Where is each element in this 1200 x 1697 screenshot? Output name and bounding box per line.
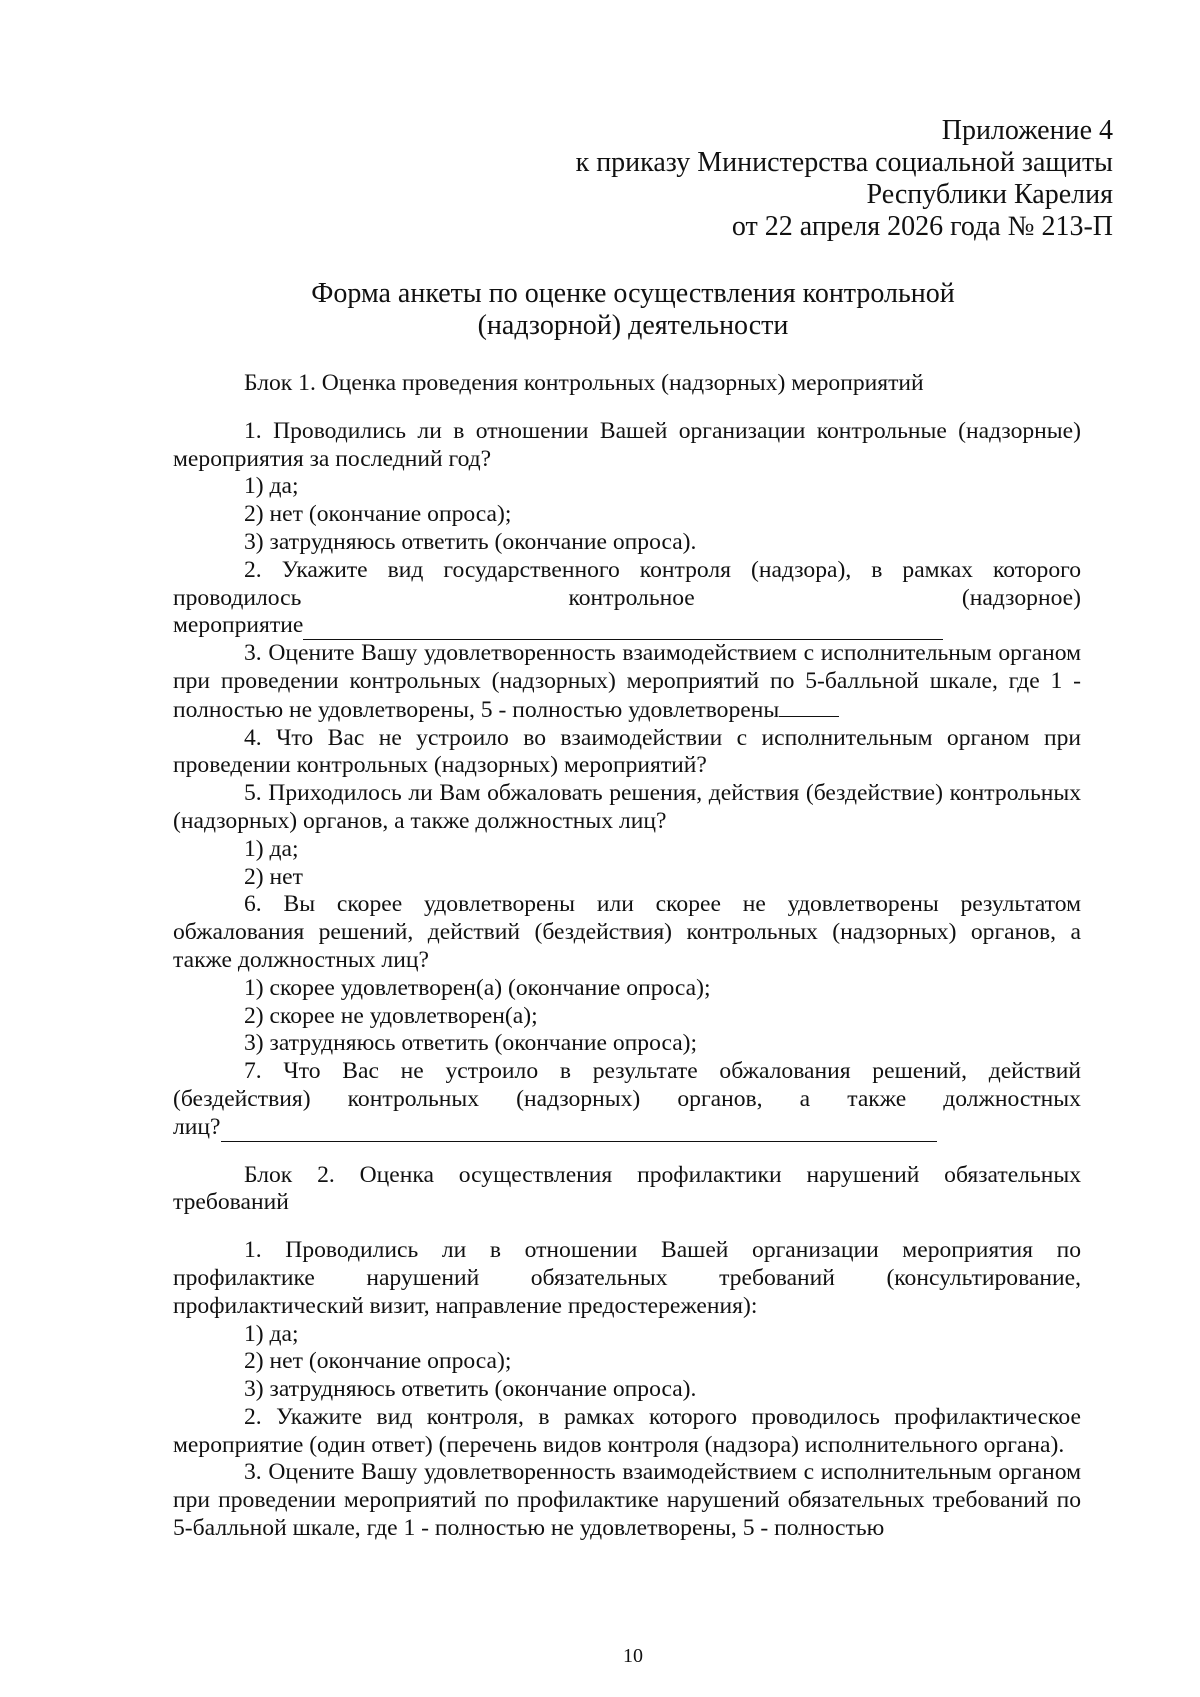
answer-option: 3) затрудняюсь ответить (окончание опроса).	[244, 528, 697, 555]
form-title: Форма анкеты по оценке осуществления контрольной (надзорной) деятельности	[311, 278, 955, 341]
answer-line[interactable]	[303, 618, 943, 640]
order-reference: к приказу Министерства социальной защиты	[575, 147, 1113, 178]
block1-question-5: 5. Приходилось ли Вам обжаловать решения, действия (бездействие) контрольных (надзорных) органов, а также должностных лиц?	[173, 780, 1081, 834]
block1-question-1: 1. Проводились ли в отношении Вашей организации контрольные (надзорные) мероприятия за последний год?	[173, 417, 1081, 472]
block2-question-3: 3. Оцените Вашу удовлетворенность взаимодействием с исполнительным органом при проведении мероприятий по профилактике нарушений обязательных требований по 5-балльной шкале, где 1 - полностью не удовлетворены, 5 - полностью	[173, 1459, 1081, 1542]
block1-heading: Блок 1. Оценка проведения контрольных (надзорных) мероприятий	[244, 370, 924, 396]
answer-option: 2) нет (окончание опроса);	[244, 501, 512, 528]
region-name: Республики Карелия	[866, 179, 1113, 210]
document-body	[173, 370, 1081, 1543]
block2-heading: Блок 2. Оценка осуществления профилактики нарушений обязательных требований	[173, 1161, 1081, 1216]
answer-option: 1) да;	[244, 1320, 299, 1347]
answer-option: 1) да;	[244, 473, 299, 500]
page-number: 10	[623, 1645, 643, 1667]
block1-question-6: 6. Вы скорее удовлетворены или скорее не удовлетворены результатом обжалования решений, действий (бездействия) контрольных (надзорных) органов, а также должностных лиц?	[173, 891, 1081, 973]
block1-question-7: 7. Что Вас не устроило в результате обжалования решений, действий (бездействия) контрольных (надзорных) органов, а также должностных лиц?	[173, 1058, 1081, 1140]
answer-option: 2) скорее не удовлетворен(а);	[244, 1002, 538, 1029]
answer-option: 3) затрудняюсь ответить (окончание опроса);	[244, 1030, 698, 1057]
answer-option: 2) нет (окончание опроса);	[244, 1348, 512, 1375]
answer-option: 3) затрудняюсь ответить (окончание опроса).	[244, 1376, 697, 1403]
answer-line[interactable]	[221, 1120, 937, 1142]
appendix-header	[576, 115, 1113, 243]
appendix-number: Приложение 4	[941, 115, 1113, 146]
block1-question-3: 3. Оцените Вашу удовлетворенность взаимодействием с исполнительным органом при проведении контрольных (надзорных) мероприятий по 5-балльной шкале, где 1 - полностью не удовлетворены, 5 - полностью удовлетворены	[173, 640, 1081, 723]
order-date: от 22 апреля 2026 года № 213-П	[731, 211, 1113, 242]
block2-question-2: 2. Укажите вид контроля, в рамках которого проводилось профилактическое мероприятие (один ответ) (перечень видов контроля (надзора) исполнительного органа).	[173, 1403, 1081, 1458]
answer-option: 2) нет	[244, 863, 303, 890]
block1-question-4: 4. Что Вас не устроило во взаимодействии с исполнительным органом при проведении контрольных (надзорных) мероприятий?	[173, 724, 1081, 779]
answer-option: 1) скорее удовлетворен(а) (окончание опроса);	[244, 974, 711, 1001]
answer-line[interactable]	[779, 696, 839, 717]
answer-option: 1) да;	[244, 835, 299, 862]
block1-question-2: 2. Укажите вид государственного контроля (надзора), в рамках которого проводилось контрольное (надзорное) мероприятие	[173, 556, 1081, 639]
block2-question-1: 1. Проводились ли в отношении Вашей организации мероприятия по профилактике нарушений обязательных требований (консультирование, профилактический визит, направление предостережения):	[173, 1237, 1081, 1319]
